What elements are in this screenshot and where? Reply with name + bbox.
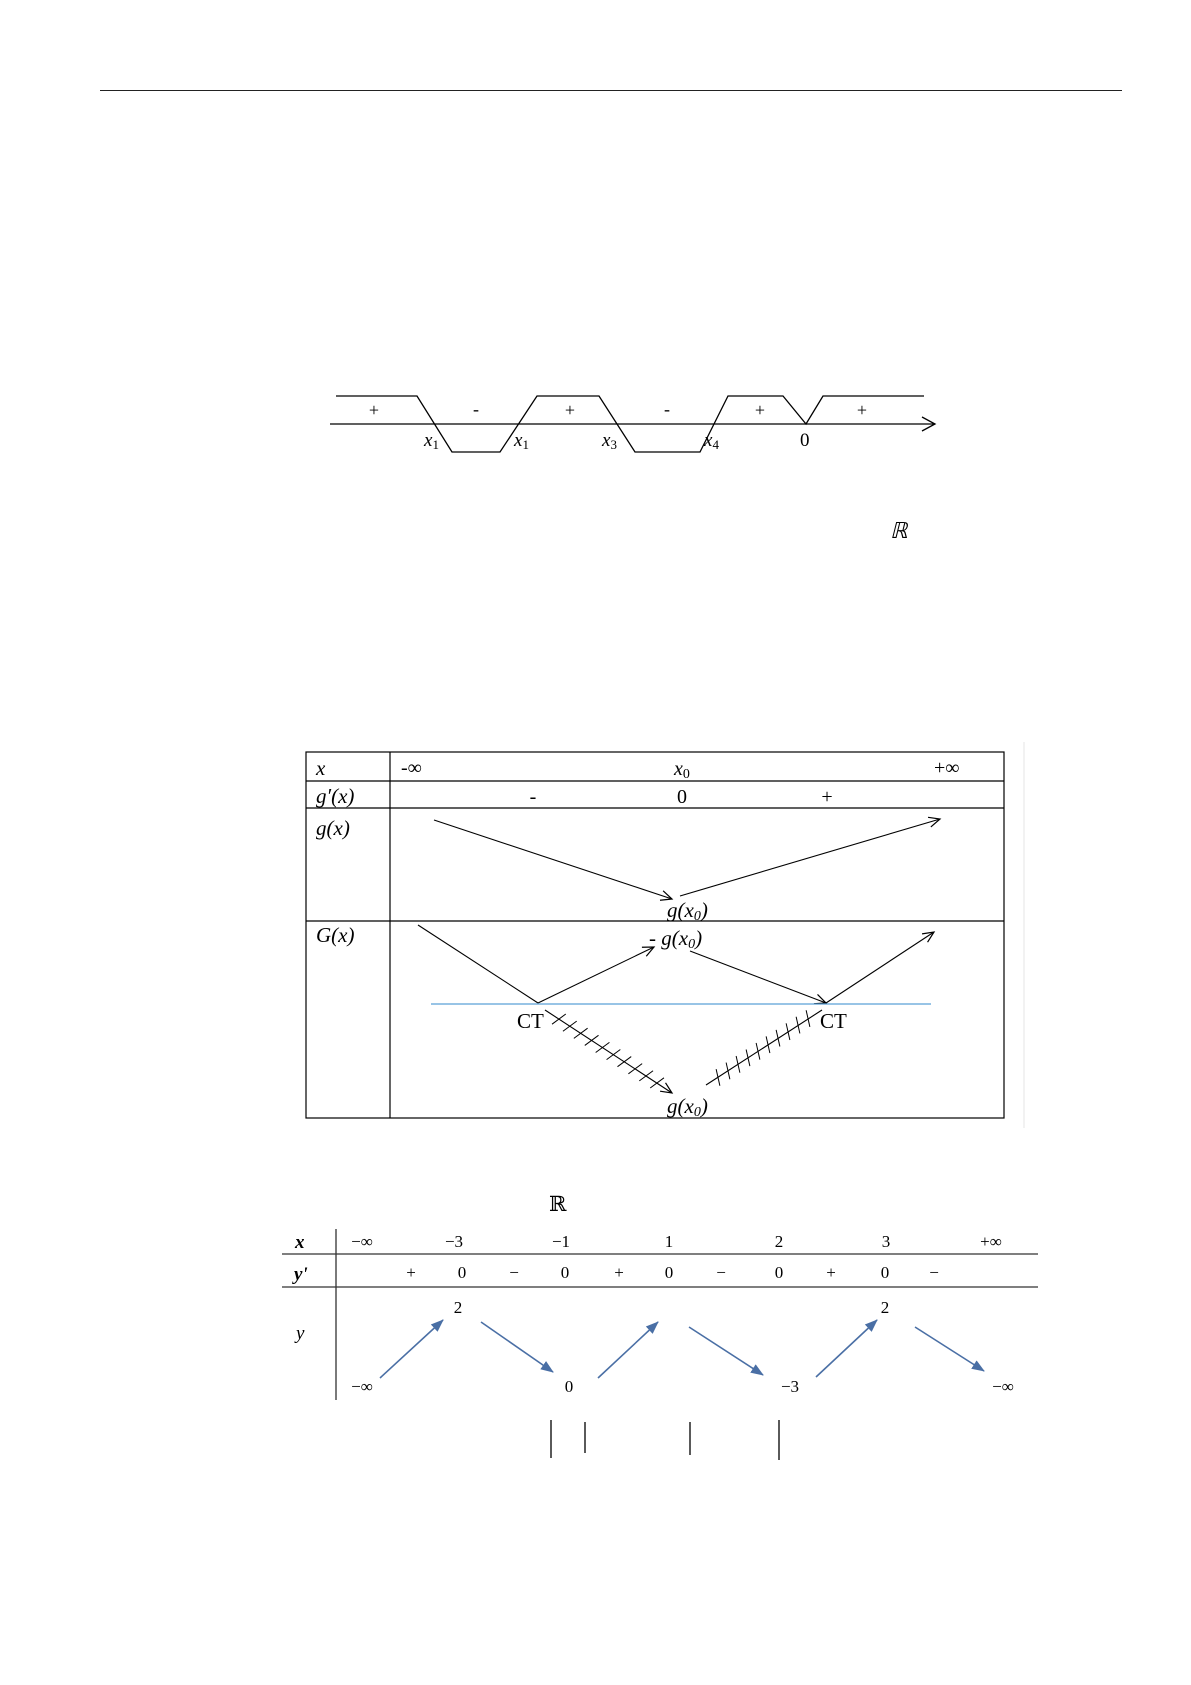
table-y-yprime-value-8: + [826,1263,836,1282]
table-y-x-value-0: −∞ [351,1232,373,1251]
y-value-top-right: 2 [880,1298,890,1317]
real-symbol-2: ℝ [549,1192,567,1216]
sign-minus-2: - [664,399,670,419]
y-arrow-down-3 [915,1327,984,1371]
table-y-yprime-value-10: − [929,1263,939,1282]
table-y-yprime-values [406,1263,939,1282]
table-y-header-x: x [295,1232,305,1253]
table-y-x-value-5: 3 [881,1232,891,1251]
row-header-g: g(x) [316,816,350,840]
ct-label-right: CT [820,1009,847,1033]
table-g-x-mid: x0 [674,758,690,782]
y-value-bottom-mid2: −3 [780,1377,800,1396]
y-arrow-down-1 [481,1322,553,1372]
G-top-value: - g(x0) [649,926,703,952]
sign-label-3: x3 [602,430,617,452]
table-y-yprime-value-5: 0 [664,1263,674,1282]
table-y-x-values [351,1232,1002,1251]
sign-plus-3: + [754,400,766,420]
real-symbol-1: ℝ [890,518,908,543]
sign-label-2: x1 [514,430,529,452]
table-y-x-value-4: 2 [774,1232,784,1251]
table-g-x-left: -∞ [401,757,422,779]
table-y-x-value-3: 1 [664,1232,674,1251]
y-value-bottom-left: −∞ [351,1377,373,1396]
table-y-yprime-value-2: − [509,1263,519,1282]
sign-plus-2: + [564,400,576,420]
table-y-x-value-1: −3 [444,1232,464,1251]
y-arrow-up-3 [816,1320,877,1377]
y-arrow-down-2 [689,1327,763,1375]
table-y-yprime-value-0: + [406,1263,416,1282]
sign-plus-1: + [368,400,380,420]
sign-label-4: x4 [704,430,719,452]
table-y-x-value-2: −1 [551,1232,571,1251]
table-y-yprime-value-6: − [716,1263,726,1282]
sign-label-zero: 0 [800,430,810,451]
g-min-value: g(x0) [667,898,708,924]
row-header-x: x [316,756,326,780]
table-y-x-value-6: +∞ [980,1232,1002,1251]
table-g-gprime-right: + [821,786,833,808]
table-y-yprime-value-7: 0 [774,1263,784,1282]
row-header-G: G(x) [316,923,355,947]
sign-label-1: x1 [424,430,439,452]
G-bottom-value: g(x0) [667,1094,708,1120]
table-y-yprime-value-4: + [614,1263,624,1282]
table-g-gprime-mid: 0 [677,786,687,808]
table-y-header-yprime: y' [294,1264,308,1285]
ct-label-left: CT [517,1009,544,1033]
y-arrow-up-2 [598,1322,658,1378]
table-g-gprime-left: - [529,786,537,808]
sign-minus-1: - [473,399,479,419]
sign-plus-4: + [856,400,868,420]
table-y-yprime-value-9: 0 [880,1263,890,1282]
table-y-header-y: y [296,1323,305,1344]
y-value-bottom-mid1: 0 [564,1377,574,1396]
table-y-yprime-value-1: 0 [457,1263,467,1282]
y-value-top-left: 2 [453,1298,463,1317]
table-g-x-right: +∞ [934,757,960,779]
table-y-yprime-value-3: 0 [560,1263,570,1282]
row-header-gprime: g′(x) [316,784,355,808]
y-arrow-up-1 [380,1320,443,1378]
y-value-bottom-right: −∞ [992,1377,1014,1396]
